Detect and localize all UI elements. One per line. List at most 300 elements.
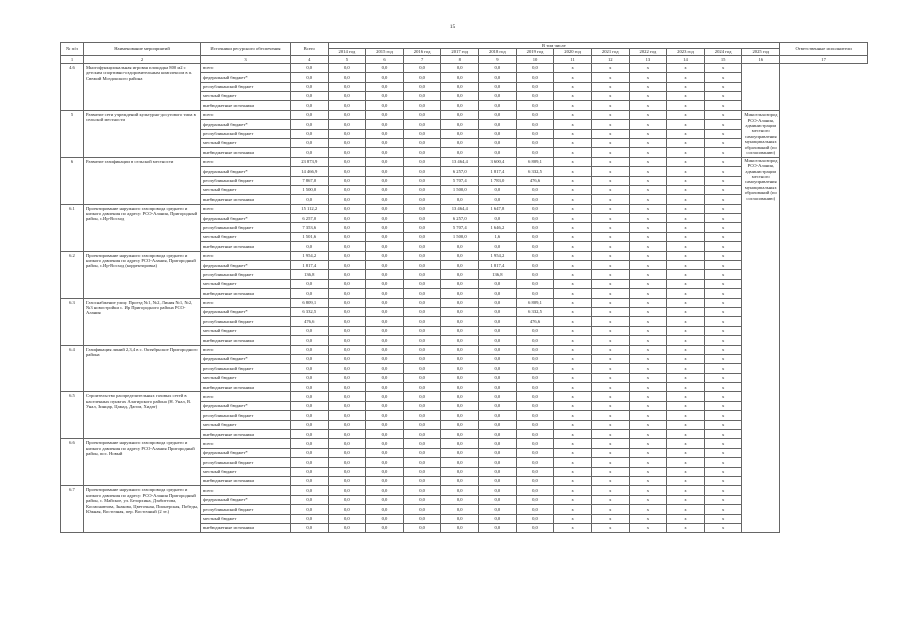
value-cell: 0,0 — [403, 232, 441, 241]
value-cell: 0,0 — [479, 420, 517, 429]
value-cell: 0,0 — [290, 336, 328, 345]
value-cell: х — [704, 401, 742, 410]
value-cell: х — [704, 82, 742, 91]
year-header: 2021 год — [591, 49, 629, 55]
value-cell: х — [704, 364, 742, 373]
value-cell: х — [704, 523, 742, 532]
value-cell: 0,0 — [366, 439, 404, 448]
value-cell: х — [629, 486, 667, 495]
funding-source: всего — [201, 110, 291, 119]
value-cell: 0,0 — [441, 364, 479, 373]
value-cell: х — [629, 157, 667, 166]
value-cell: 0,0 — [441, 279, 479, 288]
value-cell: х — [591, 317, 629, 326]
value-cell: 0,0 — [328, 354, 366, 363]
value-cell: х — [629, 439, 667, 448]
value-cell: 0,0 — [366, 91, 404, 100]
value-cell: х — [704, 270, 742, 279]
value-cell: 0,0 — [366, 195, 404, 204]
value-cell: х — [629, 354, 667, 363]
value-cell: х — [591, 401, 629, 410]
header-no: № п/п — [61, 43, 84, 56]
value-cell: х — [667, 232, 705, 241]
value-cell: 0,0 — [516, 514, 554, 523]
value-cell: 0,0 — [290, 477, 328, 486]
value-cell: 0,0 — [328, 458, 366, 467]
funding-source: внебюджетные источники — [201, 477, 291, 486]
value-cell: 0,0 — [328, 214, 366, 223]
value-cell: х — [554, 251, 592, 260]
value-cell: х — [591, 467, 629, 476]
value-cell: х — [554, 354, 592, 363]
value-cell: х — [667, 204, 705, 213]
value-cell: 0,0 — [290, 495, 328, 504]
value-cell: х — [704, 157, 742, 166]
value-cell: 0,0 — [328, 176, 366, 185]
value-cell: х — [704, 185, 742, 194]
value-cell: х — [591, 486, 629, 495]
value-cell: 0,0 — [290, 82, 328, 91]
year-header: 2016 год — [403, 49, 441, 55]
value-cell: х — [629, 458, 667, 467]
value-cell: 0,0 — [479, 63, 517, 72]
value-cell: х — [667, 129, 705, 138]
value-cell: х — [667, 289, 705, 298]
value-cell: 0,0 — [328, 326, 366, 335]
value-cell: х — [667, 458, 705, 467]
value-cell: 0,0 — [441, 373, 479, 382]
value-cell: х — [554, 289, 592, 298]
value-cell: 0,0 — [516, 383, 554, 392]
value-cell: 0,0 — [479, 298, 517, 307]
value-cell: х — [629, 430, 667, 439]
value-cell: х — [667, 138, 705, 147]
funding-source: внебюджетные источники — [201, 289, 291, 298]
value-cell: 0,0 — [441, 110, 479, 119]
value-cell: х — [667, 157, 705, 166]
value-cell: 0,0 — [441, 448, 479, 457]
value-cell: х — [591, 91, 629, 100]
row-id: 6 — [61, 157, 84, 204]
value-cell: 0,0 — [441, 411, 479, 420]
value-cell: 0,0 — [403, 505, 441, 514]
value-cell: х — [554, 120, 592, 129]
value-cell: х — [704, 326, 742, 335]
year-header: 2018 год — [479, 49, 517, 55]
activity-name: Проектирование наружного газопровода среднего и низкого давления по адресу: РСО-Алания Пригородный район, с. Майское, ул. Безорхина, Дзабиттова, Космонавтова, Знакова, Цветочная, Пионерская, Победы, Южная, Восточная, пер. Восточный (2 эт.) — [83, 486, 200, 533]
value-cell: 1 954,2 — [479, 251, 517, 260]
responsible-cell — [742, 63, 780, 110]
column-numbers-row — [61, 55, 868, 63]
value-cell: х — [554, 514, 592, 523]
value-cell: х — [591, 279, 629, 288]
value-cell: х — [591, 270, 629, 279]
value-cell: х — [554, 73, 592, 82]
column-number: 6 — [366, 55, 404, 63]
value-cell: 0,0 — [403, 101, 441, 110]
value-cell: х — [554, 523, 592, 532]
value-cell: 0,0 — [290, 448, 328, 457]
value-cell: 0,0 — [290, 129, 328, 138]
value-cell: 0,0 — [290, 523, 328, 532]
value-cell: 0,0 — [403, 298, 441, 307]
value-cell: х — [629, 514, 667, 523]
value-cell: 0,0 — [403, 176, 441, 185]
value-cell: 0,0 — [479, 523, 517, 532]
value-cell: 0,0 — [290, 326, 328, 335]
activity-name: Многофункциональная игровая площадка 800 м2 с детским спортивно-оздоровительным комплексом в п. Свежий Моздокского района — [83, 63, 200, 110]
value-cell: 0,0 — [366, 477, 404, 486]
value-cell: х — [554, 223, 592, 232]
value-cell: 0,0 — [441, 401, 479, 410]
value-cell: 0,0 — [328, 195, 366, 204]
value-cell: х — [704, 91, 742, 100]
value-cell: 0,0 — [290, 242, 328, 251]
value-cell: 0,0 — [479, 317, 517, 326]
row-id: 6.5 — [61, 392, 84, 439]
value-cell: 0,0 — [366, 467, 404, 476]
row-id: 4.6 — [61, 63, 84, 110]
funding-source: федеральный бюджет* — [201, 167, 291, 176]
value-cell: 0,0 — [441, 261, 479, 270]
value-cell: 0,0 — [366, 157, 404, 166]
value-cell: 0,0 — [366, 148, 404, 157]
value-cell: х — [554, 345, 592, 354]
year-header: 2020 год — [554, 49, 592, 55]
value-cell: 0,0 — [441, 420, 479, 429]
value-cell: 0,0 — [328, 157, 366, 166]
value-cell: 0,0 — [479, 486, 517, 495]
funding-source: республиканский бюджет — [201, 270, 291, 279]
value-cell: 0,0 — [328, 392, 366, 401]
funding-source: внебюджетные источники — [201, 101, 291, 110]
value-cell: 0,0 — [290, 345, 328, 354]
value-cell: 0,0 — [403, 467, 441, 476]
value-cell: х — [629, 298, 667, 307]
value-cell: 0,0 — [479, 101, 517, 110]
value-cell: 0,0 — [516, 261, 554, 270]
value-cell: 0,0 — [328, 383, 366, 392]
row-id: 6.2 — [61, 251, 84, 298]
value-cell: 13 464,4 — [441, 204, 479, 213]
value-cell: 0,0 — [366, 289, 404, 298]
value-cell: 0,0 — [441, 326, 479, 335]
value-cell: х — [591, 120, 629, 129]
value-cell: 0,0 — [441, 120, 479, 129]
value-cell: х — [704, 439, 742, 448]
value-cell: х — [591, 261, 629, 270]
value-cell: х — [704, 477, 742, 486]
value-cell: 0,0 — [403, 138, 441, 147]
value-cell: х — [704, 505, 742, 514]
value-cell: 0,0 — [366, 364, 404, 373]
value-cell: 0,0 — [441, 458, 479, 467]
value-cell: 0,0 — [328, 261, 366, 270]
funding-source: федеральный бюджет* — [201, 120, 291, 129]
funding-source: всего — [201, 157, 291, 166]
value-cell: 0,0 — [479, 242, 517, 251]
value-cell: 0,0 — [479, 514, 517, 523]
value-cell: х — [591, 110, 629, 119]
value-cell: х — [704, 467, 742, 476]
value-cell: 0,0 — [441, 354, 479, 363]
value-cell: 0,0 — [516, 523, 554, 532]
value-cell: х — [554, 298, 592, 307]
year-header: 2023 год — [667, 49, 705, 55]
value-cell: 0,0 — [516, 458, 554, 467]
value-cell: 0,0 — [328, 91, 366, 100]
value-cell: 0,0 — [403, 204, 441, 213]
value-cell: 0,0 — [441, 63, 479, 72]
year-header: 2017 год — [441, 49, 479, 55]
value-cell: х — [554, 148, 592, 157]
value-cell: х — [704, 411, 742, 420]
value-cell: х — [667, 307, 705, 316]
value-cell: 0,0 — [479, 495, 517, 504]
value-cell: 0,0 — [403, 317, 441, 326]
value-cell: 0,0 — [479, 505, 517, 514]
value-cell: х — [704, 307, 742, 316]
value-cell: х — [704, 195, 742, 204]
value-cell: х — [554, 401, 592, 410]
value-cell: 0,0 — [366, 185, 404, 194]
column-number: 17 — [780, 55, 868, 63]
value-cell: 0,0 — [366, 167, 404, 176]
value-cell: х — [667, 242, 705, 251]
value-cell: х — [667, 82, 705, 91]
value-cell: 0,0 — [403, 185, 441, 194]
value-cell: х — [629, 73, 667, 82]
value-cell: х — [629, 523, 667, 532]
value-cell: 0,0 — [366, 514, 404, 523]
value-cell: 0,0 — [403, 326, 441, 335]
value-cell: х — [629, 129, 667, 138]
value-cell: 0,0 — [441, 73, 479, 82]
value-cell: х — [629, 401, 667, 410]
value-cell: х — [704, 138, 742, 147]
value-cell: х — [591, 232, 629, 241]
value-cell: 0,0 — [441, 505, 479, 514]
value-cell: х — [629, 242, 667, 251]
funding-source: федеральный бюджет* — [201, 495, 291, 504]
value-cell: х — [629, 223, 667, 232]
value-cell: 0,0 — [366, 317, 404, 326]
value-cell: х — [704, 261, 742, 270]
value-cell: 0,0 — [441, 101, 479, 110]
responsible-cell: Минсельхозпрод РСО-Алания, администрации местного самоуправления муниципальных образований (по согласованию) — [742, 110, 780, 157]
value-cell: х — [629, 477, 667, 486]
value-cell: 0,0 — [441, 307, 479, 316]
value-cell: 136,8 — [479, 270, 517, 279]
value-cell: х — [704, 430, 742, 439]
value-cell: 0,0 — [441, 195, 479, 204]
table-row — [61, 63, 868, 72]
value-cell: х — [704, 176, 742, 185]
value-cell: 0,0 — [516, 364, 554, 373]
value-cell: 1 647,8 — [479, 204, 517, 213]
value-cell: 0,0 — [441, 82, 479, 91]
funding-source: всего — [201, 486, 291, 495]
value-cell: 0,0 — [366, 495, 404, 504]
value-cell: х — [704, 120, 742, 129]
value-cell: х — [554, 195, 592, 204]
value-cell: х — [591, 185, 629, 194]
value-cell: 0,0 — [441, 148, 479, 157]
column-number: 5 — [328, 55, 366, 63]
value-cell: 0,0 — [479, 345, 517, 354]
value-cell: х — [629, 120, 667, 129]
column-number: 4 — [290, 55, 328, 63]
value-cell: х — [704, 232, 742, 241]
value-cell: 1 817,4 — [479, 167, 517, 176]
value-cell: х — [629, 307, 667, 316]
value-cell: 1 783,0 — [479, 176, 517, 185]
value-cell: 0,0 — [328, 486, 366, 495]
value-cell: 0,0 — [328, 148, 366, 157]
value-cell: 7 353,6 — [290, 223, 328, 232]
value-cell: 0,0 — [290, 467, 328, 476]
value-cell: 0,0 — [403, 345, 441, 354]
value-cell: 6 332,5 — [290, 307, 328, 316]
value-cell: 0,0 — [290, 439, 328, 448]
value-cell: 0,0 — [328, 495, 366, 504]
value-cell: 0,0 — [403, 270, 441, 279]
value-cell: 476,6 — [290, 317, 328, 326]
value-cell: 0,0 — [479, 148, 517, 157]
value-cell: 0,0 — [403, 251, 441, 260]
funding-source: всего — [201, 439, 291, 448]
value-cell: 0,0 — [366, 214, 404, 223]
value-cell: х — [704, 101, 742, 110]
year-header: 2025 год — [742, 49, 780, 55]
value-cell: 0,0 — [516, 223, 554, 232]
value-cell: х — [629, 63, 667, 72]
value-cell: 0,0 — [516, 91, 554, 100]
header-incl: В том числе — [328, 43, 780, 49]
value-cell: х — [667, 411, 705, 420]
value-cell: х — [667, 467, 705, 476]
value-cell: х — [667, 63, 705, 72]
value-cell: 0,0 — [441, 317, 479, 326]
value-cell: х — [667, 167, 705, 176]
value-cell: 0,0 — [479, 336, 517, 345]
value-cell: 0,0 — [403, 279, 441, 288]
value-cell: 0,0 — [441, 289, 479, 298]
value-cell: х — [554, 157, 592, 166]
value-cell: 0,0 — [516, 430, 554, 439]
value-cell: х — [704, 223, 742, 232]
value-cell: х — [667, 523, 705, 532]
value-cell: 476,6 — [516, 176, 554, 185]
value-cell: х — [704, 73, 742, 82]
value-cell: 0,0 — [328, 138, 366, 147]
value-cell: х — [591, 439, 629, 448]
value-cell: 0,0 — [516, 448, 554, 457]
value-cell: х — [629, 345, 667, 354]
year-header: 2015 год — [366, 49, 404, 55]
funding-source: всего — [201, 298, 291, 307]
value-cell: х — [704, 148, 742, 157]
value-cell: х — [667, 392, 705, 401]
value-cell: 0,0 — [403, 120, 441, 129]
column-number: 15 — [704, 55, 742, 63]
value-cell: 0,0 — [516, 373, 554, 382]
funding-source: всего — [201, 345, 291, 354]
value-cell: 0,0 — [366, 383, 404, 392]
value-cell: 0,0 — [516, 242, 554, 251]
value-cell: 0,0 — [516, 214, 554, 223]
value-cell: 0,0 — [328, 411, 366, 420]
value-cell: х — [629, 270, 667, 279]
value-cell: х — [554, 242, 592, 251]
value-cell: 0,0 — [516, 411, 554, 420]
value-cell: 0,0 — [403, 486, 441, 495]
year-header: 2024 год — [704, 49, 742, 55]
value-cell: х — [667, 120, 705, 129]
value-cell: 0,0 — [479, 307, 517, 316]
value-cell: 0,0 — [328, 523, 366, 532]
value-cell: 0,0 — [403, 373, 441, 382]
value-cell: 0,0 — [479, 477, 517, 486]
row-id: 6.4 — [61, 345, 84, 392]
value-cell: 0,0 — [290, 392, 328, 401]
value-cell: 0,0 — [516, 467, 554, 476]
value-cell: х — [591, 514, 629, 523]
value-cell: 0,0 — [516, 401, 554, 410]
value-cell: 0,0 — [516, 486, 554, 495]
activity-name: Газоснабжение улиц: Проезд №1, №2, Линия №1, №2, №3 новостройки с. Ир Пригородного района РСО-Алания — [83, 298, 200, 345]
value-cell: 0,0 — [290, 505, 328, 514]
funding-source: республиканский бюджет — [201, 223, 291, 232]
funding-source: местный бюджет — [201, 420, 291, 429]
value-cell: 0,0 — [403, 392, 441, 401]
funding-source: всего — [201, 63, 291, 72]
value-cell: х — [704, 392, 742, 401]
funding-source: местный бюджет — [201, 232, 291, 241]
value-cell: х — [629, 101, 667, 110]
value-cell: 0,0 — [403, 82, 441, 91]
value-cell: 14 466,9 — [290, 167, 328, 176]
value-cell: 0,0 — [403, 439, 441, 448]
funding-source: местный бюджет — [201, 185, 291, 194]
value-cell: х — [591, 523, 629, 532]
value-cell: х — [554, 336, 592, 345]
value-cell: 0,0 — [479, 138, 517, 147]
value-cell: 0,0 — [403, 364, 441, 373]
value-cell: х — [704, 345, 742, 354]
value-cell: 0,0 — [441, 523, 479, 532]
value-cell: х — [591, 214, 629, 223]
value-cell: х — [667, 354, 705, 363]
value-cell: х — [591, 430, 629, 439]
value-cell: 0,0 — [516, 420, 554, 429]
value-cell: х — [629, 392, 667, 401]
value-cell: 0,0 — [366, 176, 404, 185]
value-cell: х — [667, 148, 705, 157]
value-cell: 0,0 — [479, 214, 517, 223]
value-cell: 0,0 — [516, 204, 554, 213]
value-cell: 0,0 — [328, 242, 366, 251]
value-cell: 0,0 — [403, 458, 441, 467]
value-cell: 0,0 — [328, 82, 366, 91]
value-cell: 1 501,6 — [290, 232, 328, 241]
value-cell: 0,0 — [516, 129, 554, 138]
value-cell: х — [704, 495, 742, 504]
value-cell: 3 600,4 — [479, 157, 517, 166]
value-cell: 0,0 — [328, 420, 366, 429]
value-cell: х — [704, 242, 742, 251]
value-cell: х — [629, 110, 667, 119]
